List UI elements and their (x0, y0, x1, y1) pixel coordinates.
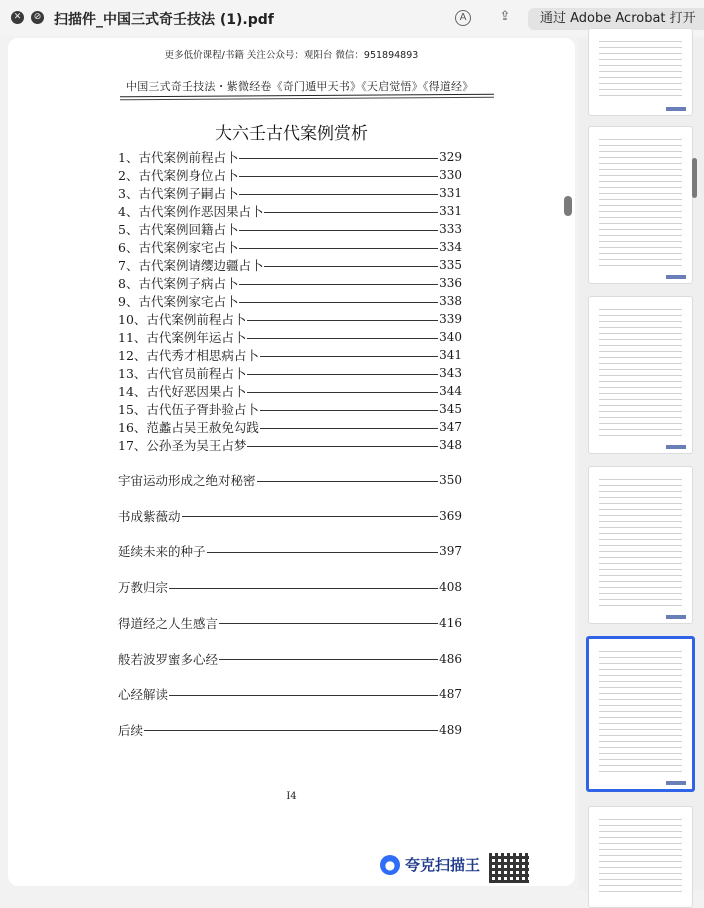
toc-entry (118, 578, 462, 596)
toc-entry (118, 184, 462, 202)
toc-entry-title: 9、古代案例家宅占卜 (118, 294, 239, 309)
toc-entry-title: 7、古代案例请缨边疆占卜 (118, 258, 264, 273)
toc-entry-title: 书成紫薇动 (118, 508, 181, 524)
toc-entry (118, 542, 462, 560)
toc-entry-title: 14、古代好恶因果占卜 (118, 384, 247, 399)
toc-leader-line (182, 516, 439, 517)
toc-leader-line (264, 266, 438, 267)
toc-leader-line (219, 659, 438, 660)
thumbnail-page[interactable] (588, 296, 693, 454)
toc-entry (118, 418, 462, 436)
toc-leader-line (239, 194, 438, 195)
scanner-brand-label: 夸克扫描王 (405, 856, 481, 874)
toc-entry (118, 614, 462, 632)
toc-entry-title: 后续 (118, 722, 144, 738)
qr-code-icon (489, 853, 529, 883)
toc-entry-title: 12、古代秀才相思病占卜 (118, 348, 259, 363)
toc-leader-line (239, 248, 438, 249)
toc-entry-page: 331 (439, 186, 462, 200)
toc-entry-title: 心经解读 (118, 687, 169, 703)
toc-entry-page: 334 (439, 240, 462, 254)
sidebar-scrollbar[interactable] (692, 158, 697, 198)
thumbnail-page[interactable] (588, 28, 693, 116)
toc-leader-line (169, 695, 438, 696)
document-viewer[interactable] (8, 38, 575, 886)
toc-entry-page: 339 (439, 312, 462, 326)
toc-entry-page: 487 (439, 687, 462, 702)
thumbnail-page[interactable] (588, 806, 693, 908)
toc-entry-title: 延续未来的种子 (118, 544, 206, 560)
toc-entry-title: 17、公孙圣为吴王占梦 (118, 438, 247, 453)
page-title: 大六壬古代案例赏析 (215, 124, 368, 144)
toc-entry-page: 336 (439, 276, 462, 290)
toc-entry (118, 346, 462, 364)
toc-entry (118, 292, 462, 310)
toc-entry (118, 507, 462, 525)
toc-leader-line (260, 410, 438, 411)
thumbnail-page-current[interactable] (586, 636, 695, 792)
toc-entry (118, 148, 462, 166)
minimize-icon[interactable]: ⊘ (31, 11, 44, 24)
toc-entry (118, 310, 462, 328)
toc-entry (118, 238, 462, 256)
toc-leader-line (257, 481, 439, 482)
header-rule-thin (120, 97, 494, 101)
toc-leader-line (247, 392, 438, 393)
toc-entry-title: 2、古代案例身位占卜 (118, 168, 239, 183)
toc-entry-page: 331 (439, 204, 462, 218)
toc-entry-title: 16、范蠡占吴王赦免勾践 (118, 420, 259, 435)
toc-entry-title: 15、古代伍子胥卦验占卜 (118, 402, 259, 417)
page-number: I4 (286, 791, 297, 802)
toc-entry (118, 400, 462, 418)
thumbnail-sidebar (578, 38, 704, 890)
toc-entry-page: 341 (439, 348, 462, 362)
toc-entry-page: 347 (439, 420, 462, 434)
toc-leader-line (264, 212, 438, 213)
toc-entry (118, 382, 462, 400)
toc-entry-page: 340 (439, 330, 462, 344)
toc-entry-title: 1、古代案例前程占卜 (118, 150, 239, 165)
toc-entry-title: 10、古代案例前程占卜 (118, 312, 247, 327)
toc-entry-title: 6、古代案例家宅占卜 (118, 240, 239, 255)
toc-entry-title: 宇宙运动形成之绝对秘密 (118, 473, 256, 488)
thumbnail-page[interactable] (588, 126, 693, 284)
toc-entry (118, 166, 462, 184)
header-note: 更多低价课程/书籍 关注公众号：观阳台 微信：951894893 (164, 50, 419, 61)
toc-entry-page: 416 (439, 615, 462, 630)
toc-leader-line (239, 176, 438, 177)
toc-entry-title: 万教归宗 (118, 580, 169, 596)
toc-entry-page: 486 (439, 651, 462, 666)
toc-entry-page: 344 (439, 384, 462, 398)
toc-entry-page: 397 (439, 544, 462, 559)
toc-entry (118, 436, 462, 454)
toc-entry-page: 350 (439, 473, 462, 487)
page-scrollbar[interactable] (564, 196, 572, 216)
toc-entry-page: 343 (439, 366, 462, 380)
toc-leader-line (260, 428, 438, 429)
scanner-watermark (380, 854, 480, 875)
toc-leader-line (247, 374, 438, 375)
toc-entry-title: 般若波罗蜜多心经 (118, 651, 219, 667)
toc-entry-page: 369 (439, 508, 462, 523)
toc-entry (118, 220, 462, 238)
toc-entry-title: 5、古代案例回籍占卜 (118, 222, 239, 237)
toc-entry-page: 348 (439, 438, 462, 452)
toc-entry-page: 329 (439, 150, 462, 164)
toc-entry-page: 338 (439, 294, 462, 308)
header-subtitle: 中国三式奇壬技法・紫微经卷《奇门遁甲天书》《天启觉悟》《得道经》 (126, 80, 474, 93)
open-in-acrobat-button[interactable]: 通过 Adobe Acrobat 打开 (528, 8, 704, 30)
toc-leader-line (219, 623, 438, 624)
toc-entry (118, 364, 462, 382)
toc-leader-line (239, 230, 438, 231)
scanner-logo-icon: ● (380, 855, 400, 875)
toc-entry-page: 489 (439, 722, 462, 737)
toc-entry-title: 得道经之人生感言 (118, 615, 219, 631)
toc-entry (118, 685, 462, 703)
toc-entry-page: 345 (439, 402, 462, 416)
toc-leader-line (239, 284, 438, 285)
share-icon[interactable]: ⇪ (499, 9, 511, 24)
toc-leader-line (260, 356, 438, 357)
toc-entry-title: 13、古代官员前程占卜 (118, 366, 247, 381)
toc-entry (118, 471, 462, 489)
toc-entry-title: 8、古代案例子病占卜 (118, 276, 239, 291)
toc-entry (118, 274, 462, 292)
toc-entry (118, 650, 462, 668)
toc-entry-page: 408 (439, 580, 462, 595)
close-icon[interactable]: ✕ (11, 11, 24, 24)
toc-entry-title: 3、古代案例子嗣占卜 (118, 186, 239, 201)
toc-entry (118, 256, 462, 274)
toc-leader-line (169, 588, 438, 589)
toc-leader-line (239, 158, 438, 159)
toc-leader-line (144, 730, 438, 731)
toc-entry-page: 335 (439, 258, 462, 272)
toc-leader-line (239, 302, 438, 303)
pdf-page (8, 38, 575, 886)
toc-entry-page: 330 (439, 168, 462, 182)
toc-entry (118, 721, 462, 739)
toc-entry (118, 202, 462, 220)
toc-leader-line (247, 320, 438, 321)
window-title: 扫描件_中国三式奇壬技法 (1).pdf (54, 12, 274, 28)
toc-leader-line (207, 552, 439, 553)
toc-entry (118, 328, 462, 346)
markup-icon[interactable]: A (455, 10, 471, 26)
toc-entry-page: 333 (439, 222, 462, 236)
toc-leader-line (247, 446, 438, 447)
thumbnail-page[interactable] (588, 466, 693, 624)
toc-entry-title: 11、古代案例年运占卜 (118, 330, 247, 345)
toc-leader-line (247, 338, 438, 339)
toc-entry-title: 4、古代案例作恶因果占卜 (118, 204, 264, 219)
